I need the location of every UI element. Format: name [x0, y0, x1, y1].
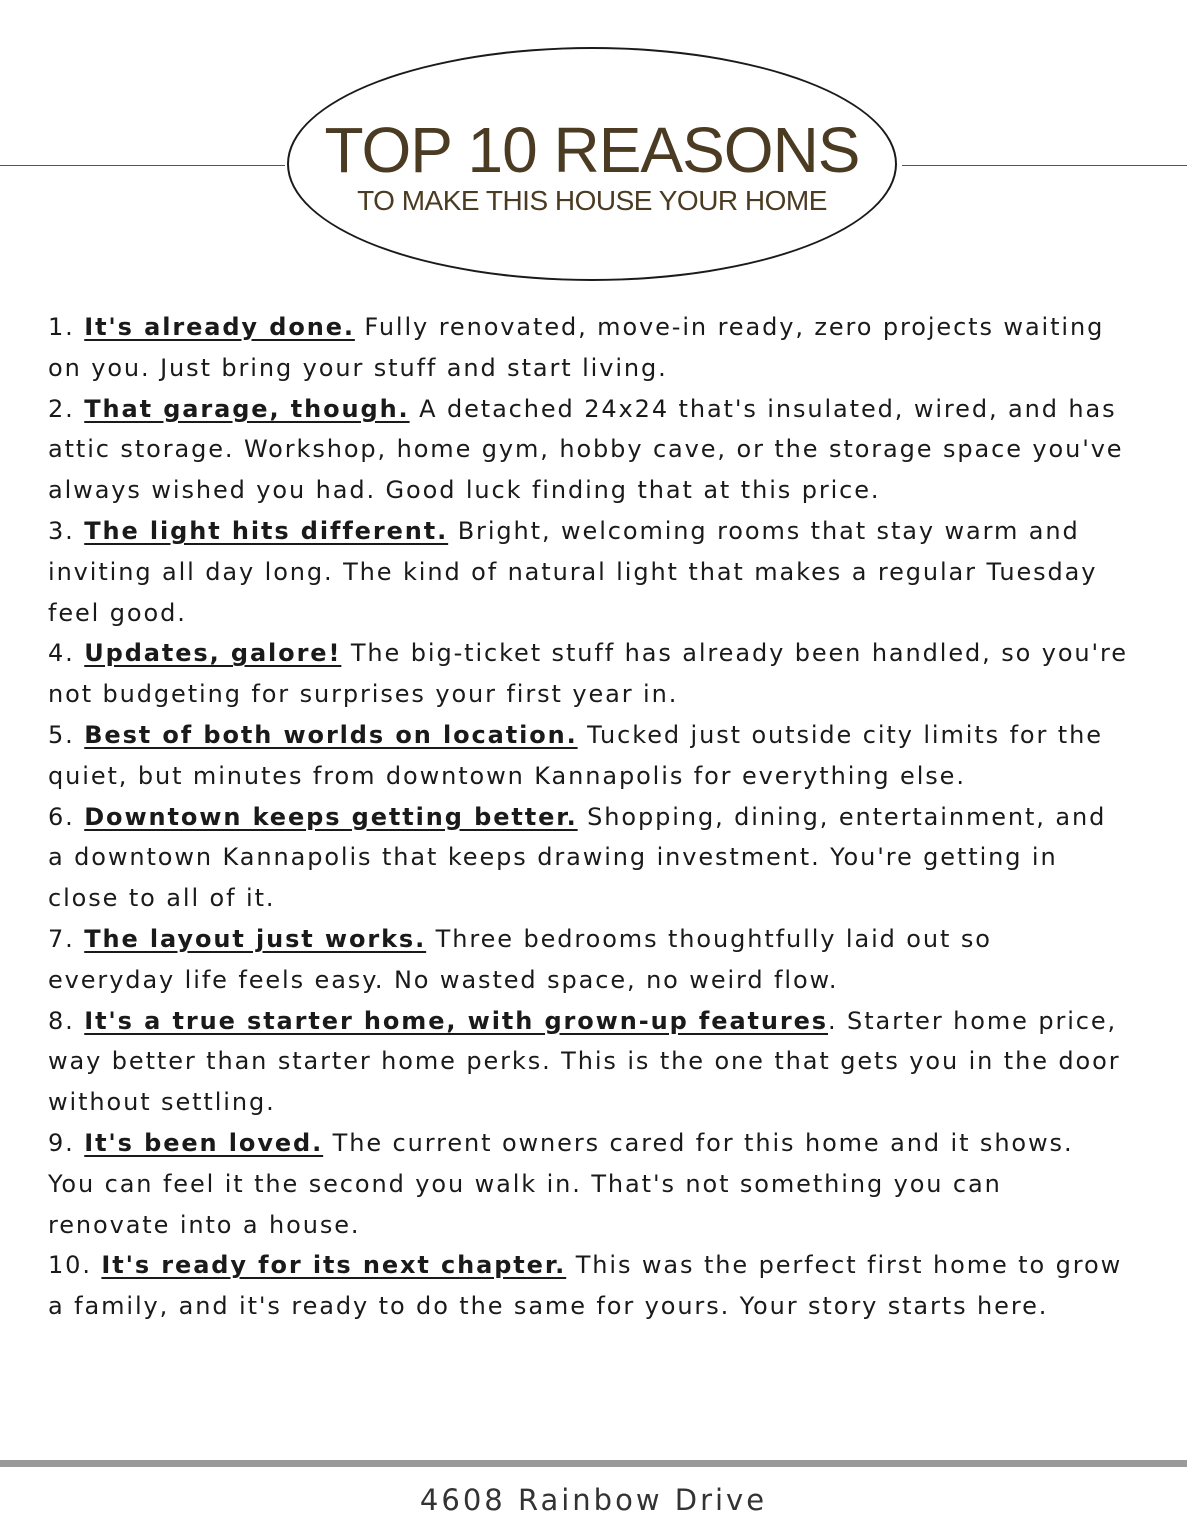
reason-number: 2.: [48, 394, 75, 423]
reason-headline: The light hits different.: [84, 516, 449, 545]
reason-body: Three bedrooms thoughtfully laid out so everyday life feels easy. No wasted space, no weird flow.: [48, 924, 992, 994]
page-title: TOP 10 REASONS: [324, 114, 860, 186]
reason-headline: The layout just works.: [84, 924, 427, 953]
reason-headline: It's already done.: [84, 313, 355, 341]
reason-number: 1.: [48, 313, 75, 341]
reason-headline: Downtown keeps getting better.: [84, 802, 578, 831]
reason-number: 8.: [48, 1006, 75, 1035]
reason-item: [48, 1245, 1128, 1327]
reason-body: The current owners cared for this home and it shows. You can feel it the second you walk in. That's not something you can renovate into a house.: [48, 1128, 1074, 1239]
reason-number: 3.: [48, 516, 75, 545]
reason-body: Bright, welcoming rooms that stay warm and inviting all day long. The kind of natural light that makes a regular Tuesday feel good.: [48, 516, 1098, 627]
reason-body: Fully renovated, move-in ready, zero projects waiting on you. Just bring your stuff and start living.: [48, 313, 1105, 382]
reason-item: [48, 633, 1128, 715]
property-address: 4608 Rainbow Drive: [419, 1483, 768, 1517]
reason-headline: That garage, though.: [84, 394, 410, 423]
header-rule-left: [0, 165, 285, 166]
reason-item: [48, 307, 1128, 389]
reason-item: [48, 511, 1128, 633]
reason-body: This was the perfect first home to grow a family, and it's ready to do the same for yours. Your story starts here.: [48, 1251, 1123, 1321]
reason-number: 5.: [48, 720, 75, 749]
reason-body: Tucked just outside city limits for the quiet, but minutes from downtown Kannapolis for everything else.: [48, 720, 1103, 790]
page-subtitle: TO MAKE THIS HOUSE YOUR HOME: [357, 185, 827, 216]
reason-body: A detached 24x24 that's insulated, wired, and has attic storage. Workshop, home gym, hobby cave, or the storage space you've always wished you had. Good luck finding that at this price.: [48, 394, 1124, 505]
header-rule-right: [902, 165, 1187, 166]
reason-number: 10.: [48, 1251, 92, 1280]
reason-headline: It's ready for its next chapter.: [101, 1251, 567, 1280]
reason-item: [48, 389, 1128, 511]
reason-headline: Updates, galore!: [84, 639, 342, 668]
reason-number: 4.: [48, 639, 75, 668]
reason-number: 9.: [48, 1128, 75, 1157]
reason-headline: It's been loved.: [84, 1128, 324, 1157]
reason-item: [48, 1123, 1128, 1245]
reasons-list: [48, 307, 1128, 1327]
reason-headline: Best of both worlds on location.: [84, 720, 578, 749]
reason-body: Shopping, dining, entertainment, and a downtown Kannapolis that keeps drawing investment. You're getting in close to all of it.: [48, 802, 1107, 913]
reason-item: [48, 919, 1128, 1001]
footer-divider: [0, 1460, 1187, 1467]
reason-item: [48, 797, 1128, 919]
reason-item: [48, 715, 1128, 797]
reason-number: 6.: [48, 802, 75, 831]
reason-body: The big-ticket stuff has already been handled, so you're not budgeting for surprises your first year in.: [48, 639, 1128, 709]
reason-item: [48, 1001, 1128, 1123]
reason-headline: It's a true starter home, with grown-up features: [84, 1006, 828, 1035]
reason-body: . Starter home price, way better than starter home perks. This is the one that gets you in the door without settling.: [48, 1006, 1121, 1117]
reason-number: 7.: [48, 924, 75, 953]
